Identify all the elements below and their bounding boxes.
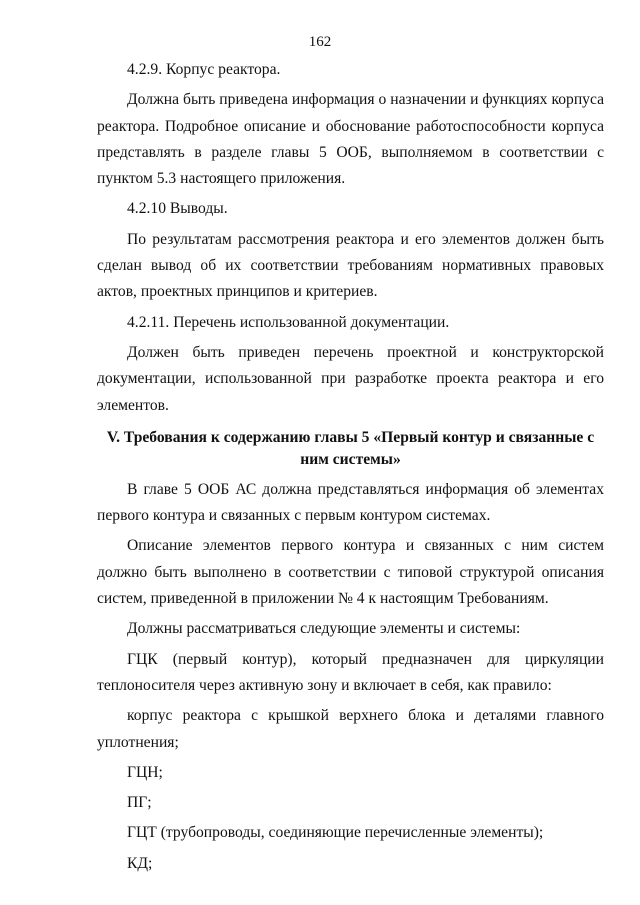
- paragraph: ГЦК (первый контур), который предназначен для циркуляции теплоносителя через активную зону и включает в себя, как правило:: [97, 650, 604, 694]
- subsection-title-4-2-9: 4.2.9. Корпус реактора.: [127, 61, 281, 78]
- paragraph: В главе 5 ООБ АС должна представляться информация об элементах первого контура и связанных с первым контуром системах.: [97, 480, 604, 525]
- paragraph: Должен быть приведен перечень проектной и конструкторской документации, использованной при разработке проекта реактора и его элементов.: [97, 343, 604, 414]
- page-number: 162: [308, 34, 332, 50]
- paragraph: Должны рассматриваться следующие элементы и системы:: [127, 620, 521, 638]
- paragraph: Описание элементов первого контура и связанных с ним систем должно быть выполнено в соответствии с типовой структурой описания систем, приведенной в приложении № 4 к настоящим Требованиям.: [97, 537, 604, 608]
- paragraph: Должна быть приведена информация о назначении и функциях корпуса реактора. Подробное описание и обоснование работоспособности корпуса представлять в разделе главы 5 ООБ, выполняемом в соответствии с пунктом 5.3 настоящего приложения.: [97, 91, 604, 188]
- subsection-title-4-2-11: 4.2.11. Перечень использованной документации.: [127, 313, 450, 331]
- list-item: ПГ;: [127, 794, 152, 812]
- list-item: КД;: [127, 854, 153, 872]
- section-heading: V. Требования к содержанию главы 5 «Первый контур и связанные с ним системы»: [106, 428, 595, 468]
- paragraph: По результатам рассмотрения реактора и его элементов должен быть сделан вывод об их соответствии требованиям нормативных правовых актов, проектных принципов и критериев.: [97, 230, 604, 301]
- list-item: ГЦН;: [127, 763, 163, 781]
- document-body: [97, 57, 604, 881]
- subsection-title-4-2-10: 4.2.10 Выводы.: [127, 200, 228, 218]
- list-item: корпус реактора с крышкой верхнего блока и деталями главного уплотнения;: [97, 707, 604, 751]
- list-item: ГЦТ (трубопроводы, соединяющие перечисленные элементы);: [127, 824, 544, 842]
